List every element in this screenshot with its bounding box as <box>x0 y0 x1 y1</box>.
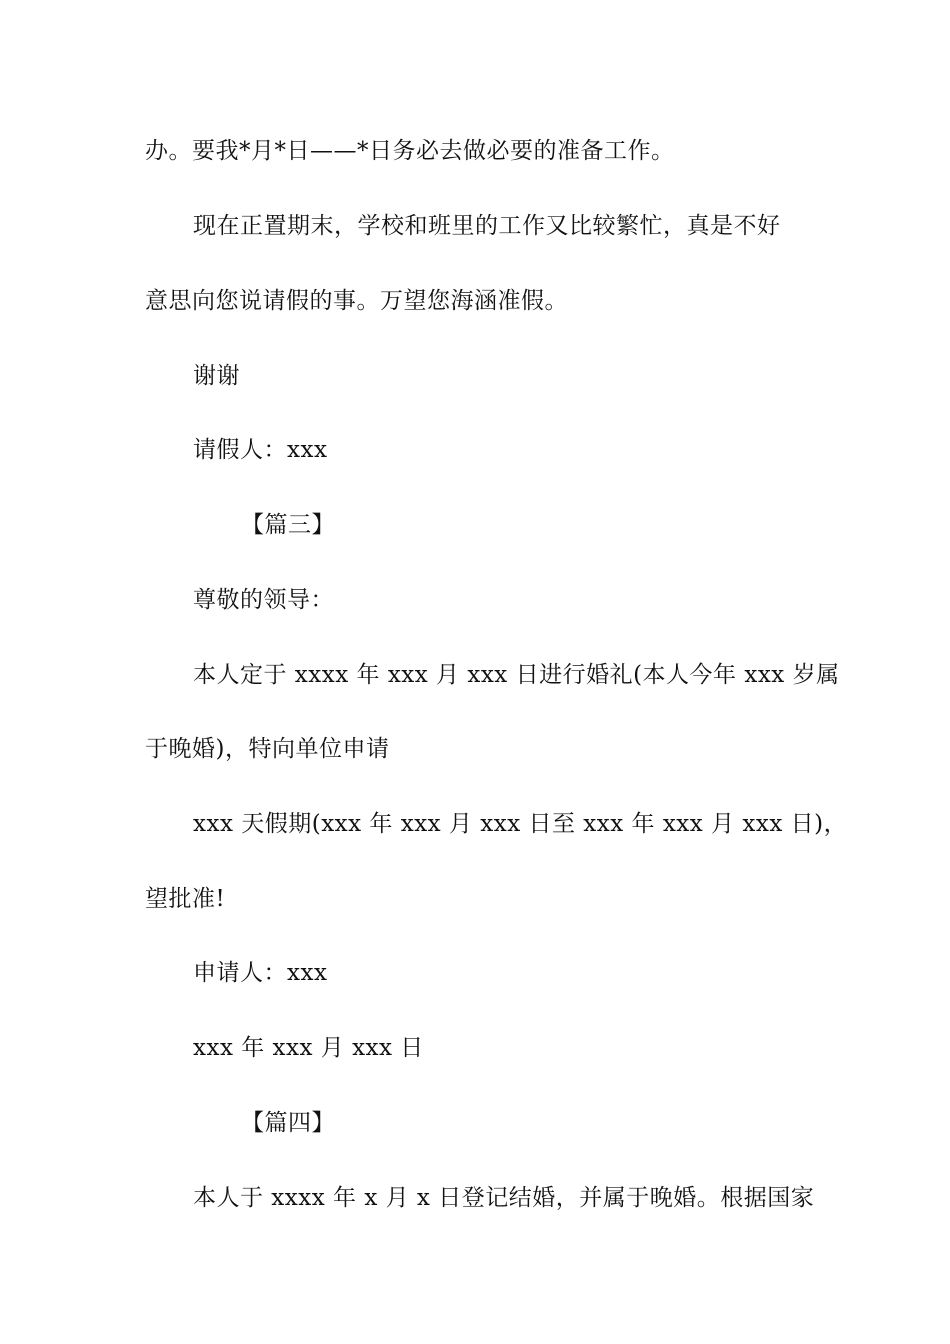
date-line: xxx 年 xxx 月 xxx 日 <box>193 1035 424 1061</box>
paragraph-line: xxx 天假期(xxx 年 xxx 月 xxx 日至 xxx 年 xxx 月 xxx 日)， <box>193 811 848 837</box>
paragraph-line: 本人定于 xxxx 年 xxx 月 xxx 日进行婚礼(本人今年 xxx 岁属 <box>193 662 840 688</box>
closing-thanks: 谢谢 <box>193 363 240 389</box>
salutation: 尊敬的领导： <box>193 587 334 613</box>
section-heading: 【篇四】 <box>241 1110 335 1136</box>
paragraph-continuation: 意思向您说请假的事。万望您海涵准假。 <box>145 288 568 314</box>
paragraph-line: 本人于 xxxx 年 x 月 x 日登记结婚，并属于晚婚。根据国家 <box>193 1185 815 1211</box>
paragraph-continuation: 于晚婚)，特向单位申请 <box>145 736 390 762</box>
paragraph-continuation: 办。要我*月*日——*日务必去做必要的准备工作。 <box>145 138 675 164</box>
paragraph-line: 现在正置期末，学校和班里的工作又比较繁忙，真是不好 <box>193 213 781 239</box>
paragraph-continuation: 望批准! <box>145 886 226 912</box>
section-heading: 【篇三】 <box>241 512 335 538</box>
signature-line: 请假人：xxx <box>193 437 328 463</box>
signature-line: 申请人：xxx <box>193 960 328 986</box>
